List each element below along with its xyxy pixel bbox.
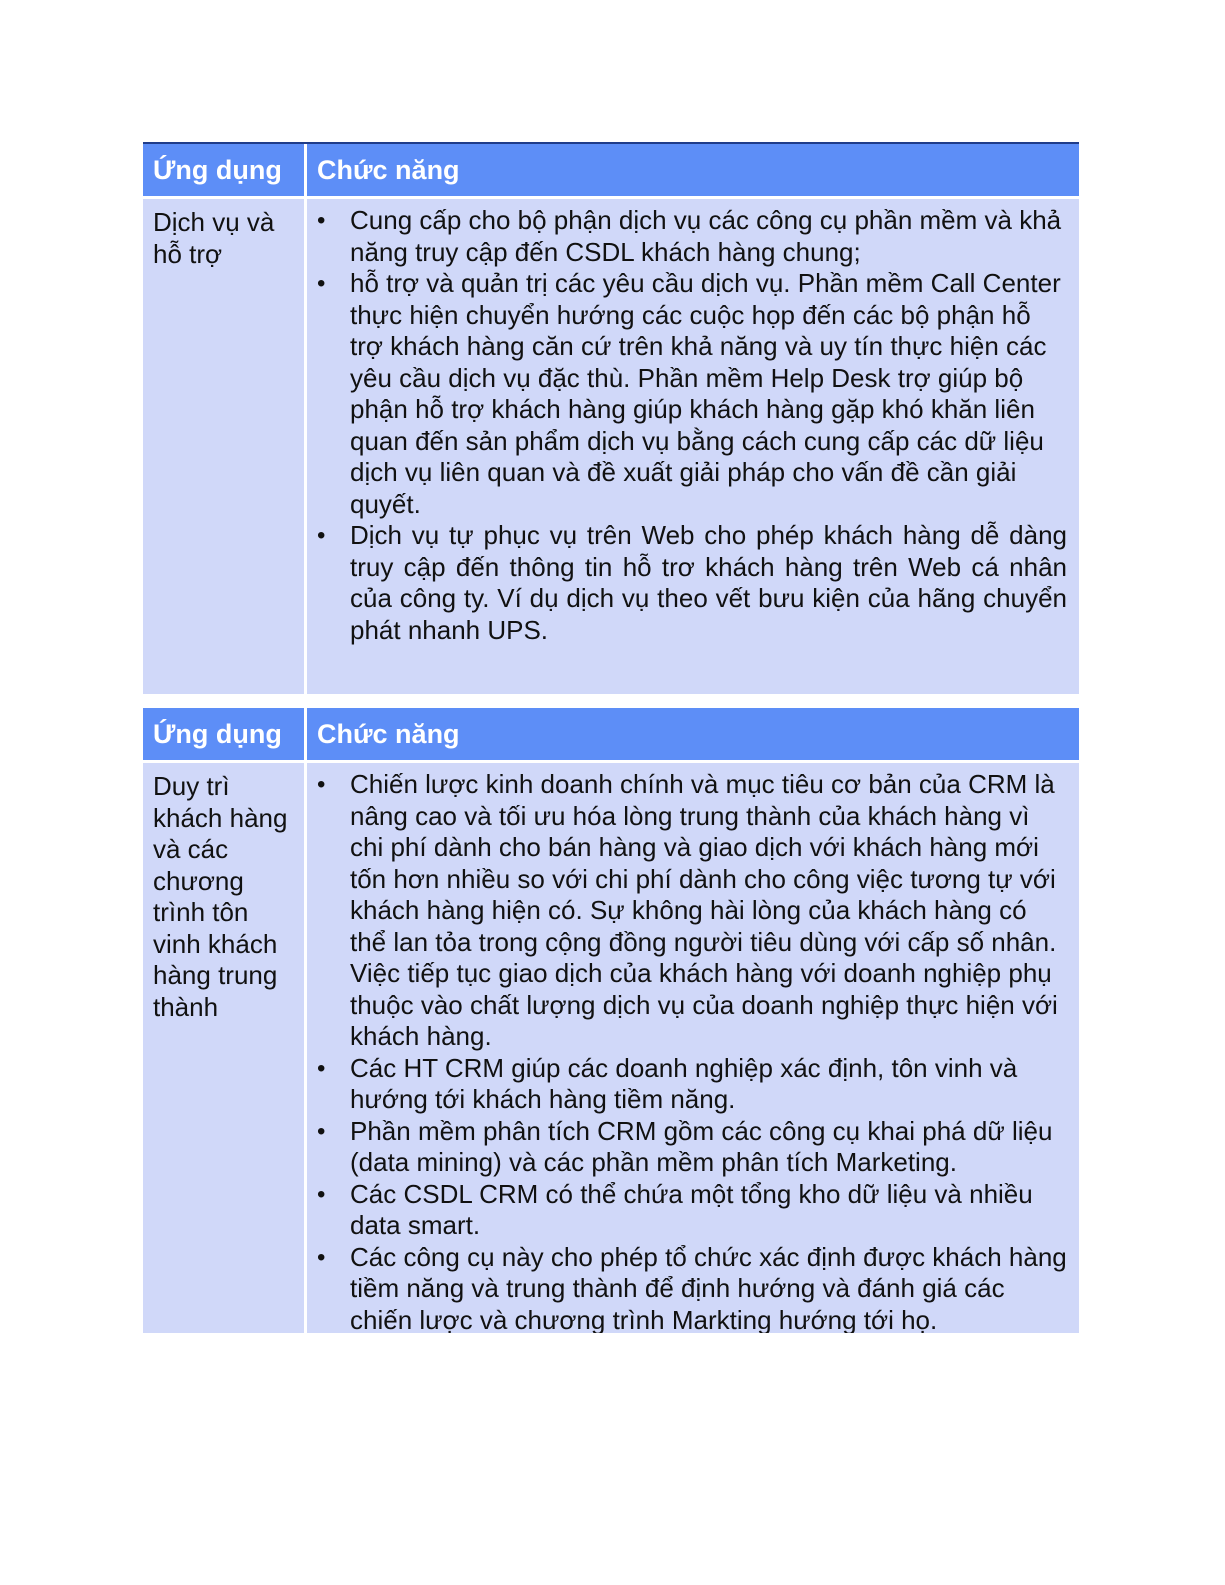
header-function: Chức năng	[317, 719, 460, 749]
header-function: Chức năng	[317, 155, 460, 185]
customer-retention-table	[143, 708, 1079, 1333]
list-item: • Cung cấp cho bộ phận dịch vụ các công cụ phần mềm và khả năng truy cập đến CSDL khách hàng chung;	[317, 205, 1062, 267]
list-item: • Các HT CRM giúp các doanh nghiệp xác định, tôn vinh và hướng tới khách hàng tiềm năng.	[317, 1052, 1018, 1114]
list-item: • Phần mềm phân tích CRM gồm các công cụ khai phá dữ liệu (data mining) và các phần mềm phân tích Marketing.	[317, 1115, 1053, 1177]
function-list	[307, 205, 1067, 646]
list-item: • Dịch vụ tự phục vụ trên Web cho phép khách hàng dễ dàng truy cập đến thông tin hỗ trơ khách hàng trên Web cá nhân của công ty. Ví dụ dịch vụ theo vết bưu kiện của hãng chuyển phát nhanh UPS.	[317, 520, 1067, 645]
function-cell	[307, 199, 1079, 694]
header-application: Ứng dụng	[143, 708, 307, 760]
table-header	[143, 144, 1079, 196]
header-application: Ứng dụng	[143, 144, 307, 196]
function-cell	[307, 763, 1079, 1333]
services-support-table	[143, 142, 1079, 694]
list-item: • hỗ trợ và quản trị các yêu cầu dịch vụ. Phần mềm Call Center thực hiện chuyển hướng các cuộc họp đến các bộ phận hỗ trợ khách hàng căn cứ trên khả năng và uy tín thực hiện các yêu cầu dịch vụ đặc thù. Phần mềm Help Desk trợ giúp bộ phận hỗ trợ khách hàng giúp khách hàng gặp khó khăn liên quan đến sản phẩm dịch vụ bằng cách cung cấp các dữ liệu dịch vụ liên quan và đề xuất giải pháp cho vấn đề cần giải quyết.	[317, 268, 1061, 519]
list-item: • Chiến lược kinh doanh chính và mục tiêu cơ bản của CRM là nâng cao và tối ưu hóa lòng trung thành của khách hàng vì chi phí dành cho bán hàng và giao dịch với khách hàng mới tốn hơn nhiều so với chi phí dành cho công việc tương tự với khách hàng hiện có. Sự không hài lòng của khách hàng có thể lan tỏa trong cộng đồng người tiêu dùng với cấp số nhân. Việc tiếp tục giao dịch của khách hàng với doanh nghiệp phụ thuộc vào chất lượng dịch vụ của doanh nghiệp thực hiện với khách hàng.	[317, 769, 1058, 1051]
list-item: • Các công cụ này cho phép tổ chức xác định được khách hàng tiềm năng và trung thành để định hướng và đánh giá các chiến lược và chương trình Markting hướng tới họ.	[317, 1241, 1067, 1333]
application-cell: Dịch vụ và hỗ trợ	[143, 199, 307, 694]
table-row	[143, 199, 1079, 694]
table-header	[143, 708, 1079, 760]
table-row	[143, 763, 1079, 1333]
list-item: • Các CSDL CRM có thể chứa một tổng kho dữ liệu và nhiều data smart.	[317, 1178, 1033, 1240]
application-cell: Duy trì khách hàng và các chương trình tôn vinh khách hàng trung thành	[143, 763, 307, 1333]
function-list	[307, 769, 1067, 1333]
